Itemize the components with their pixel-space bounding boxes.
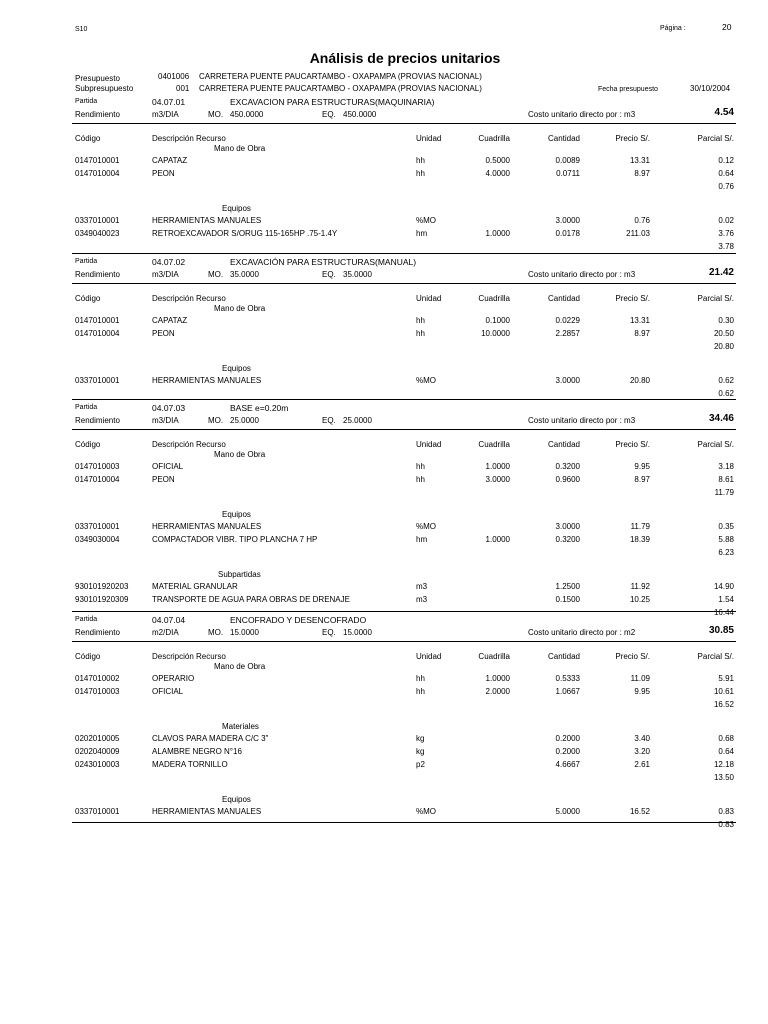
partida-code: 04.07.02 (152, 257, 186, 267)
col-header-unidad: Unidad (416, 440, 442, 449)
resource-code: 0147010001 (75, 156, 120, 165)
resource-parcial: 0.30 (718, 316, 734, 325)
table-row (0, 156, 768, 167)
col-header-cuadrilla: Cuadrilla (478, 294, 510, 303)
resource-code: 0147010003 (75, 462, 120, 471)
resource-cantidad: 2.2857 (555, 329, 580, 338)
eq-label: EQ. (322, 110, 336, 119)
partida-name: EXCAVACION PARA ESTRUCTURAS(MAQUINARIA) (230, 97, 435, 107)
table-row (0, 329, 768, 340)
mo-label: MO. (208, 628, 224, 637)
resource-cantidad: 0.9600 (555, 475, 580, 484)
resource-code: 0147010003 (75, 687, 120, 696)
resource-cuadrilla: 1.0000 (485, 462, 510, 471)
col-header-descripcion: Descripción Recurso (152, 134, 226, 143)
resource-precio: 11.92 (630, 582, 650, 591)
table-row (0, 595, 768, 606)
resource-parcial: 1.54 (718, 595, 734, 604)
table-row (0, 734, 768, 745)
resource-cantidad: 0.1500 (555, 595, 580, 604)
table-row (0, 462, 768, 473)
resource-description: CLAVOS PARA MADERA C/C 3" (152, 734, 269, 743)
resource-unit: %MO (416, 216, 436, 225)
section-bottom-divider (72, 822, 736, 823)
group-label: Equipos (222, 510, 251, 519)
col-header-unidad: Unidad (416, 294, 442, 303)
rendimiento-unit: m3/DIA (152, 416, 179, 425)
resource-precio: 20.80 (629, 376, 650, 385)
partida-label: Partida (75, 258, 98, 265)
resource-description: HERRAMIENTAS MANUALES (152, 807, 262, 816)
fecha-label: Fecha presupuesto (598, 86, 658, 93)
resource-precio: 10.25 (629, 595, 650, 604)
section-header-divider (72, 429, 736, 430)
subpresupuesto-code: 001 (176, 84, 190, 93)
costo-value: 4.54 (714, 107, 734, 118)
group-label: Materiales (222, 722, 259, 731)
col-header-descripcion: Descripción Recurso (152, 294, 226, 303)
eq-value: 450.0000 (343, 110, 377, 119)
partida-code: 04.07.03 (152, 403, 186, 413)
resource-code: 0337010001 (75, 522, 120, 531)
resource-cuadrilla: 0.5000 (485, 156, 510, 165)
col-header-precio: Precio S/. (615, 294, 650, 303)
resource-parcial: 0.64 (718, 747, 734, 756)
resource-cuadrilla: 0.1000 (485, 316, 510, 325)
table-row (0, 216, 768, 227)
resource-parcial: 5.88 (718, 535, 734, 544)
resource-cantidad: 0.2000 (555, 734, 580, 743)
resource-code: 0349030004 (75, 535, 120, 544)
rendimiento-label: Rendimiento (75, 416, 120, 425)
costo-value: 21.42 (708, 267, 734, 278)
resource-cantidad: 4.6667 (555, 760, 580, 769)
mo-label: MO. (208, 110, 224, 119)
col-header-cantidad: Cantidad (547, 134, 580, 143)
resource-precio: 16.52 (629, 807, 650, 816)
group-subtotal: 3.78 (718, 242, 734, 251)
rendimiento-unit: m3/DIA (152, 270, 179, 279)
resource-code: 0349040023 (75, 229, 120, 238)
resource-unit: p2 (416, 760, 425, 769)
resource-parcial: 8.61 (718, 475, 734, 484)
fecha-value: 30/10/2004 (690, 84, 731, 93)
table-row (0, 522, 768, 533)
eq-value: 15.0000 (343, 628, 372, 637)
col-header-cuadrilla: Cuadrilla (478, 134, 510, 143)
resource-cantidad: 0.5333 (555, 674, 580, 683)
resource-precio: 13.31 (629, 316, 650, 325)
group-label: Mano de Obra (214, 304, 266, 313)
page-label: Página : (660, 25, 686, 32)
resource-unit: m3 (416, 595, 428, 604)
resource-unit: hm (416, 535, 428, 544)
resource-cantidad: 0.3200 (555, 535, 580, 544)
partida-code: 04.07.01 (152, 97, 186, 107)
resource-parcial: 12.18 (713, 760, 734, 769)
group-subtotal: 6.23 (718, 548, 734, 557)
resource-precio: 8.97 (634, 329, 650, 338)
col-header-cuadrilla: Cuadrilla (478, 440, 510, 449)
eq-label: EQ. (322, 416, 336, 425)
resource-unit: hh (416, 156, 425, 165)
table-row (0, 316, 768, 327)
resource-description: OFICIAL (152, 687, 184, 696)
costo-value: 30.85 (708, 625, 734, 636)
section-bottom-divider (72, 611, 736, 612)
resource-unit: m3 (416, 582, 428, 591)
col-header-precio: Precio S/. (615, 440, 650, 449)
resource-cuadrilla: 10.0000 (481, 329, 510, 338)
costo-label: Costo unitario directo por : m3 (528, 270, 636, 279)
resource-code: 0147010001 (75, 316, 120, 325)
resource-unit: %MO (416, 522, 436, 531)
resource-description: ALAMBRE NEGRO N°16 (152, 747, 242, 756)
group-subtotal: 0.76 (718, 182, 734, 191)
table-row (0, 807, 768, 818)
mo-value: 25.0000 (230, 416, 259, 425)
col-header-precio: Precio S/. (615, 134, 650, 143)
eq-label: EQ. (322, 628, 336, 637)
partida-name: BASE e=0.20m (230, 403, 289, 413)
resource-parcial: 5.91 (718, 674, 734, 683)
page-number: 20 (722, 22, 732, 32)
resource-cantidad: 3.0000 (555, 376, 580, 385)
rendimiento-unit: m3/DIA (152, 110, 179, 119)
group-subtotal: 16.52 (713, 700, 734, 709)
resource-cuadrilla: 2.0000 (485, 687, 510, 696)
resource-precio: 0.76 (634, 216, 650, 225)
section-header-divider (72, 641, 736, 642)
table-row (0, 760, 768, 771)
resource-parcial: 10.61 (713, 687, 734, 696)
resource-cantidad: 5.0000 (555, 807, 580, 816)
group-subtotal: 11.79 (714, 488, 734, 497)
col-header-parcial: Parcial S/. (697, 134, 734, 143)
resource-description: CAPATAZ (152, 156, 188, 165)
resource-code: 0202010005 (75, 734, 120, 743)
col-header-parcial: Parcial S/. (697, 440, 734, 449)
table-row (0, 582, 768, 593)
resource-description: CAPATAZ (152, 316, 188, 325)
page-title: Análisis de precios unitarios (309, 50, 501, 66)
table-row (0, 376, 768, 387)
resource-unit: hh (416, 316, 425, 325)
resource-description: HERRAMIENTAS MANUALES (152, 216, 262, 225)
resource-parcial: 3.76 (718, 229, 734, 238)
resource-code: 0337010001 (75, 376, 120, 385)
resource-unit: hh (416, 329, 425, 338)
resource-cuadrilla: 1.0000 (485, 229, 510, 238)
resource-description: PEON (152, 475, 175, 484)
table-row (0, 535, 768, 546)
resource-code: 0337010001 (75, 216, 120, 225)
group-subtotal: 16.44 (713, 608, 734, 617)
mo-label: MO. (208, 270, 224, 279)
resource-code: 930101920203 (75, 582, 129, 591)
resource-unit: hh (416, 169, 425, 178)
table-row (0, 687, 768, 698)
resource-cuadrilla: 4.0000 (485, 169, 510, 178)
col-header-cantidad: Cantidad (547, 652, 580, 661)
presupuesto-label: Presupuesto (75, 74, 120, 83)
resource-unit: kg (416, 734, 425, 743)
subpresupuesto-label: Subpresupuesto (75, 84, 134, 93)
costo-value: 34.46 (708, 413, 734, 424)
resource-cantidad: 0.3200 (555, 462, 580, 471)
eq-value: 25.0000 (343, 416, 372, 425)
resource-cantidad: 0.0711 (556, 169, 580, 178)
resource-code: 0147010004 (75, 475, 120, 484)
col-header-codigo: Código (75, 440, 101, 449)
group-subtotal: 20.80 (713, 342, 734, 351)
resource-description: PEON (152, 329, 175, 338)
resource-code: 0243010003 (75, 760, 120, 769)
partida-code: 04.07.04 (152, 615, 186, 625)
resource-cantidad: 0.2000 (555, 747, 580, 756)
partida-label: Partida (75, 98, 98, 105)
resource-unit: %MO (416, 376, 436, 385)
resource-precio: 211.03 (626, 229, 650, 238)
resource-code: 0147010004 (75, 169, 120, 178)
resource-cuadrilla: 1.0000 (485, 674, 510, 683)
group-label: Equipos (222, 204, 251, 213)
presupuesto-name: CARRETERA PUENTE PAUCARTAMBO - OXAPAMPA (PROVIAS NACIONAL) (199, 72, 482, 81)
col-header-parcial: Parcial S/. (697, 652, 734, 661)
resource-parcial: 0.83 (718, 807, 734, 816)
eq-value: 35.0000 (343, 270, 372, 279)
group-subtotal: 0.62 (718, 389, 734, 398)
partida-label: Partida (75, 616, 98, 623)
mo-label: MO. (208, 416, 224, 425)
group-label: Mano de Obra (214, 662, 266, 671)
resource-precio: 11.79 (630, 522, 650, 531)
col-header-descripcion: Descripción Recurso (152, 652, 226, 661)
section-bottom-divider (72, 253, 736, 254)
col-header-precio: Precio S/. (615, 652, 650, 661)
col-header-descripcion: Descripción Recurso (152, 440, 226, 449)
mo-value: 35.0000 (230, 270, 259, 279)
table-row (0, 475, 768, 486)
partida-label: Partida (75, 404, 98, 411)
resource-cantidad: 3.0000 (555, 216, 580, 225)
resource-description: MATERIAL GRANULAR (152, 582, 238, 591)
resource-cantidad: 0.0089 (555, 156, 580, 165)
resource-description: TRANSPORTE DE AGUA PARA OBRAS DE DRENAJE (152, 595, 350, 604)
group-label: Equipos (222, 364, 251, 373)
resource-unit: hh (416, 687, 425, 696)
resource-precio: 3.40 (634, 734, 650, 743)
col-header-cuadrilla: Cuadrilla (478, 652, 510, 661)
resource-precio: 9.95 (634, 687, 650, 696)
group-subtotal: 0.83 (718, 820, 734, 829)
resource-cuadrilla: 1.0000 (485, 535, 510, 544)
costo-label: Costo unitario directo por : m3 (528, 416, 636, 425)
resource-precio: 11.09 (630, 674, 650, 683)
resource-parcial: 20.50 (713, 329, 734, 338)
resource-precio: 13.31 (629, 156, 650, 165)
software-label: S10 (75, 26, 88, 33)
section-bottom-divider (72, 399, 736, 400)
rendimiento-label: Rendimiento (75, 110, 120, 119)
costo-label: Costo unitario directo por : m2 (528, 628, 636, 637)
resource-precio: 18.39 (629, 535, 650, 544)
resource-cantidad: 3.0000 (555, 522, 580, 531)
costo-label: Costo unitario directo por : m3 (528, 110, 636, 119)
section-header-divider (72, 283, 736, 284)
resource-parcial: 14.90 (713, 582, 734, 591)
partida-section (0, 613, 768, 829)
resource-parcial: 0.35 (718, 522, 734, 531)
resource-cuadrilla: 3.0000 (485, 475, 510, 484)
mo-value: 450.0000 (230, 110, 264, 119)
col-header-codigo: Código (75, 652, 101, 661)
col-header-unidad: Unidad (416, 134, 442, 143)
resource-unit: kg (416, 747, 425, 756)
resource-code: 0147010004 (75, 329, 120, 338)
col-header-codigo: Código (75, 294, 101, 303)
resource-code: 930101920309 (75, 595, 129, 604)
resource-description: MADERA TORNILLO (152, 760, 228, 769)
group-label: Mano de Obra (214, 450, 266, 459)
resource-cantidad: 0.0178 (555, 229, 580, 238)
col-header-cantidad: Cantidad (547, 440, 580, 449)
partida-section (0, 95, 768, 253)
section-header-divider (72, 123, 736, 124)
group-subtotal: 13.50 (713, 773, 734, 782)
table-row (0, 747, 768, 758)
eq-label: EQ. (322, 270, 336, 279)
partida-name: ENCOFRADO Y DESENCOFRADO (230, 615, 367, 625)
resource-description: OFICIAL (152, 462, 184, 471)
resource-description: RETROEXCAVADOR S/ORUG 115-165HP .75-1.4Y (152, 229, 338, 238)
rendimiento-unit: m2/DIA (152, 628, 179, 637)
presupuesto-code: 0401006 (158, 72, 190, 81)
resource-cantidad: 1.2500 (555, 582, 580, 591)
resource-parcial: 0.62 (718, 376, 734, 385)
resource-parcial: 0.68 (718, 734, 734, 743)
resource-unit: %MO (416, 807, 436, 816)
resource-precio: 9.95 (634, 462, 650, 471)
resource-parcial: 3.18 (718, 462, 734, 471)
rendimiento-label: Rendimiento (75, 270, 120, 279)
resource-precio: 8.97 (634, 475, 650, 484)
group-label: Subpartidas (218, 570, 261, 579)
table-row (0, 674, 768, 685)
resource-code: 0337010001 (75, 807, 120, 816)
rendimiento-label: Rendimiento (75, 628, 120, 637)
partida-name: EXCAVACIÓN PARA ESTRUCTURAS(MANUAL) (230, 257, 417, 267)
table-row (0, 229, 768, 240)
resource-parcial: 0.64 (718, 169, 734, 178)
resource-description: HERRAMIENTAS MANUALES (152, 522, 262, 531)
partida-section (0, 255, 768, 399)
resource-parcial: 0.02 (718, 216, 734, 225)
mo-value: 15.0000 (230, 628, 259, 637)
resource-precio: 8.97 (634, 169, 650, 178)
col-header-parcial: Parcial S/. (697, 294, 734, 303)
col-header-codigo: Código (75, 134, 101, 143)
resource-cantidad: 1.0667 (555, 687, 580, 696)
resource-cantidad: 0.0229 (555, 316, 580, 325)
resource-unit: hh (416, 674, 425, 683)
resource-unit: hh (416, 462, 425, 471)
resource-description: HERRAMIENTAS MANUALES (152, 376, 262, 385)
table-row (0, 169, 768, 180)
resource-precio: 2.61 (634, 760, 650, 769)
subpresupuesto-name: CARRETERA PUENTE PAUCARTAMBO - OXAPAMPA (PROVIAS NACIONAL) (199, 84, 482, 93)
resource-precio: 3.20 (634, 747, 650, 756)
resource-description: COMPACTADOR VIBR. TIPO PLANCHA 7 HP (152, 535, 318, 544)
group-label: Mano de Obra (214, 144, 266, 153)
resource-code: 0147010002 (75, 674, 120, 683)
resource-parcial: 0.12 (718, 156, 734, 165)
resource-unit: hh (416, 475, 425, 484)
col-header-cantidad: Cantidad (547, 294, 580, 303)
group-label: Equipos (222, 795, 251, 804)
col-header-unidad: Unidad (416, 652, 442, 661)
resource-unit: hm (416, 229, 428, 238)
partida-section (0, 401, 768, 617)
resource-description: PEON (152, 169, 175, 178)
resource-code: 0202040009 (75, 747, 120, 756)
resource-description: OPERARIO (152, 674, 195, 683)
